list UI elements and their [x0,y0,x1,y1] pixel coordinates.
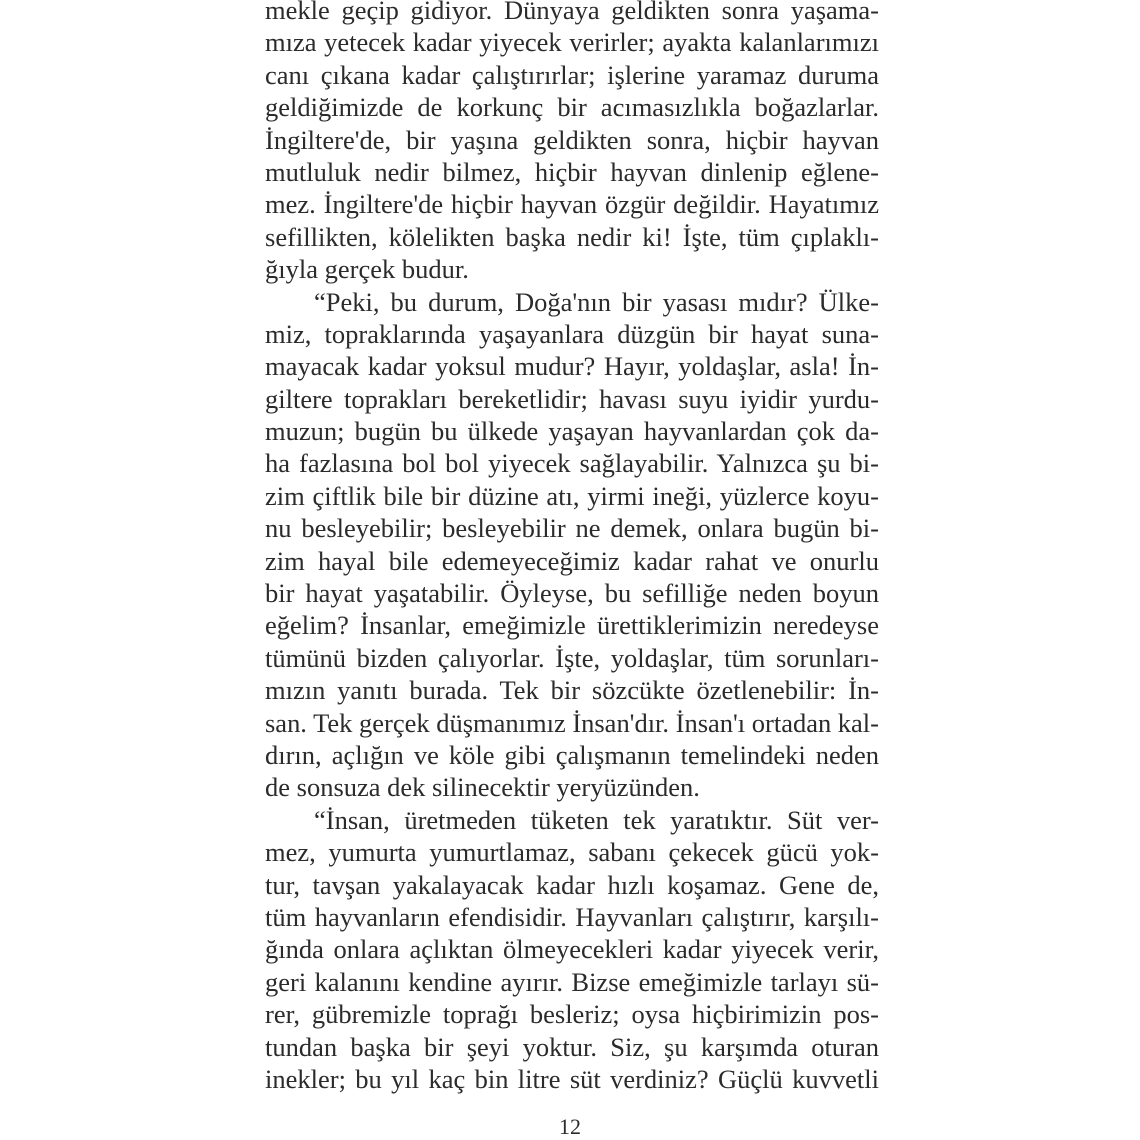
text-line: geldiğimizde de korkunç bir acımasızlıkla boğazlarlar. [265,92,879,123]
text-line: bir hayat yaşatabilir. Öyleyse, bu sefilliğe neden boyun [265,578,879,609]
text-line: nu besleyebilir; besleyebilir ne demek, onlara bugün bi- [265,513,879,544]
text-line: İngiltere'de, bir yaşına geldikten sonra, hiçbir hayvan [265,124,879,155]
text-line: giltere toprakları bereketlidir; havası suyu iyidir yurdu- [265,383,879,414]
text-line: dırın, açlığın ve köle gibi çalışmanın temelindeki neden [265,739,879,770]
text-line: zim hayal bile edemeyeceğimiz kadar rahat ve onurlu [265,545,879,576]
text-line: mayacak kadar yoksul mudur? Hayır, yoldaşlar, asla! İn- [265,351,879,382]
text-line: “İnsan, üretmeden tüketen tek yaratıktır. Süt ver- [314,804,879,835]
text-line: eğelim? İnsanlar, emeğimizle ürettiklerimizin neredeyse [265,610,879,641]
text-line: tundan başka bir şeyi yoktur. Siz, şu karşımda oturan [265,1031,879,1062]
text-line: sefillikten, kölelikten başka nedir ki! İşte, tüm çıplaklı- [265,221,879,252]
paragraph-1 [265,0,879,286]
text-line: tüm hayvanların efendisidir. Hayvanları çalıştırır, karşılı- [265,901,879,932]
text-line: tümünü bizden çalıyorlar. İşte, yoldaşlar, tüm sorunları- [265,642,879,673]
text-line: canı çıkana kadar çalıştırırlar; işlerine yaramaz duruma [265,59,879,90]
text-line: mekle geçip gidiyor. Dünyaya geldikten sonra yaşama- [265,0,879,25]
text-line: miz, topraklarında yaşayanlara düzgün bir hayat suna- [265,318,879,349]
page-body [265,0,879,1095]
paragraph-2 [265,286,879,804]
text-line: geri kalanını kendine ayırır. Bizse emeğimizle tarlayı sü- [265,966,879,997]
text-line: mıza yetecek kadar yiyecek verirler; ayakta kalanlarımızı [265,27,879,58]
text-line: ğında onlara açlıktan ölmeyecekleri kadar yiyecek verir, [265,934,879,965]
paragraph-3 [265,804,879,1096]
text-line: ğıyla gerçek budur. [265,254,469,285]
text-line: rer, gübremizle toprağı besleriz; oysa hiçbirimizin pos- [265,999,879,1030]
text-line: zim çiftlik bile bir düzine atı, yirmi ineği, yüzlerce koyu- [265,480,879,511]
text-line: “Peki, bu durum, Doğa'nın bir yasası mıdır? Ülke- [314,286,879,317]
page-number: 12 [559,1114,581,1139]
text-line: de sonsuza dek silinecektir yeryüzünden. [265,772,700,803]
text-line: ha fazlasına bol bol yiyecek sağlayabilir. Yalnızca şu bi- [265,448,879,479]
text-line: mez, yumurta yumurtlamaz, sabanı çekecek gücü yok- [265,837,879,868]
text-line: mez. İngiltere'de hiçbir hayvan özgür değildir. Hayatımız [265,189,879,220]
text-line: mutluluk nedir bilmez, hiçbir hayvan dinlenip eğlene- [265,156,879,187]
text-line: mızın yanıtı burada. Tek bir sözcükte özetlenebilir: İn- [265,675,879,706]
text-line: inekler; bu yıl kaç bin litre süt verdiniz? Güçlü kuvvetli [265,1063,879,1094]
text-line: muzun; bugün bu ülkede yaşayan hayvanlardan çok da- [265,416,879,447]
text-line: san. Tek gerçek düşmanımız İnsan'dır. İnsan'ı ortadan kal- [265,707,879,738]
text-line: tur, tavşan yakalayacak kadar hızlı koşamaz. Gene de, [265,869,879,900]
